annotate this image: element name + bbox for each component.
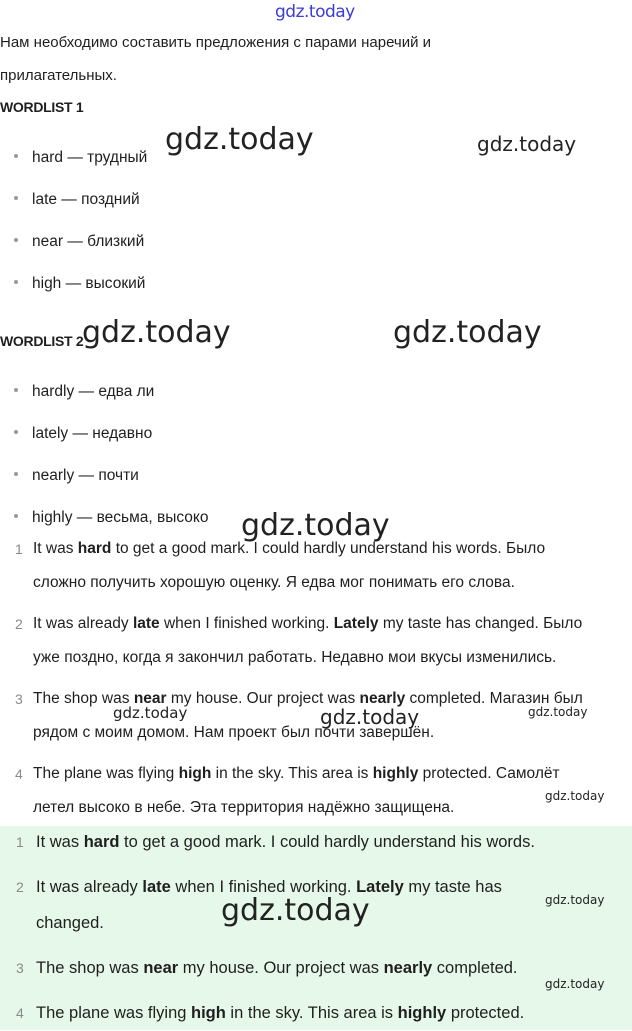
- answer-line-2: уже поздно, когда я закончил работать. Недавно мои вкусы изменились.: [33, 649, 557, 666]
- green-answer-3: 3 The shop was near my house. Our project was nearly completed.: [36, 950, 518, 986]
- wordlist2-heading: WORDLIST 2: [0, 333, 84, 349]
- bullet-icon: [14, 430, 18, 434]
- watermark: gdz.today: [545, 789, 605, 803]
- answer-line-2: сложно получить хорошую оценку. Я едва мог понимать его слова.: [33, 574, 515, 591]
- answer-number: 2: [15, 616, 23, 632]
- list-item: nearly — почти: [14, 466, 139, 486]
- answer-number: 4: [15, 766, 23, 782]
- list-item: highly — весьма, высоко: [14, 508, 209, 528]
- watermark: gdz.today: [221, 893, 370, 928]
- watermark: gdz.today: [393, 315, 542, 350]
- answer-number: 1: [16, 834, 24, 850]
- answer-number: 2: [16, 879, 24, 895]
- answer-number: 1: [15, 541, 23, 557]
- bullet-icon: [14, 196, 18, 200]
- list-item: hard — трудный: [14, 148, 147, 168]
- green-answer-4: 4 The plane was flying high in the sky. This area is highly protected.: [36, 995, 524, 1031]
- watermark: gdz.today: [320, 705, 420, 729]
- green-answer-2: 2 It was already late when I finished working. Lately my taste has changed.: [36, 869, 502, 941]
- watermark: gdz.today: [241, 508, 390, 543]
- answer-4: [15, 757, 560, 825]
- answer-number: 3: [15, 691, 23, 707]
- watermark: gdz.today: [82, 315, 231, 350]
- answer-line-2: летел высоко в небе. Эта территория надёжно защищена.: [33, 799, 455, 816]
- answer-line-1: The shop was near my house. Our project was nearly completed. Магазин был: [33, 690, 583, 707]
- watermark: gdz.today: [477, 132, 577, 156]
- list-item: lately — недавно: [14, 424, 152, 444]
- bullet-icon: [14, 280, 18, 284]
- answer-line-2: рядом с моим домом. Нам проект был почти завершён.: [33, 724, 435, 741]
- intro-line-2: прилагательных.: [0, 67, 117, 84]
- watermark: gdz.today: [165, 122, 314, 157]
- green-answer-1: 1 It was hard to get a good mark. I could hardly understand his words.: [36, 824, 535, 860]
- intro-line-1: Нам необходимо составить предложения с парами наречий и: [0, 34, 432, 51]
- watermark: gdz.today: [113, 704, 188, 722]
- bullet-icon: [14, 154, 18, 158]
- wordlist1-heading: WORDLIST 1: [0, 99, 84, 115]
- list-item: near — близкий: [14, 232, 144, 252]
- watermark: gdz.today: [545, 893, 605, 907]
- list-item: hardly — едва ли: [14, 382, 154, 402]
- bullet-icon: [14, 238, 18, 242]
- watermark-top: gdz.today: [275, 2, 355, 22]
- list-item: high — высокий: [14, 274, 145, 294]
- answer-number: 4: [16, 1005, 24, 1021]
- bullet-icon: [14, 388, 18, 392]
- watermark: gdz.today: [528, 705, 588, 719]
- watermark: gdz.today: [545, 977, 605, 991]
- bullet-icon: [14, 514, 18, 518]
- answer-line-1: It was hard to get a good mark. I could hardly understand his words. Было: [33, 540, 546, 557]
- bullet-icon: [14, 472, 18, 476]
- answer-2: [15, 607, 583, 675]
- answer-line-1: The plane was flying high in the sky. This area is highly protected. Самолёт: [33, 765, 560, 782]
- answer-number: 3: [16, 960, 24, 976]
- answer-line-1: It was already late when I finished working. Lately my taste has changed. Было: [33, 615, 583, 632]
- list-item: late — поздний: [14, 190, 140, 210]
